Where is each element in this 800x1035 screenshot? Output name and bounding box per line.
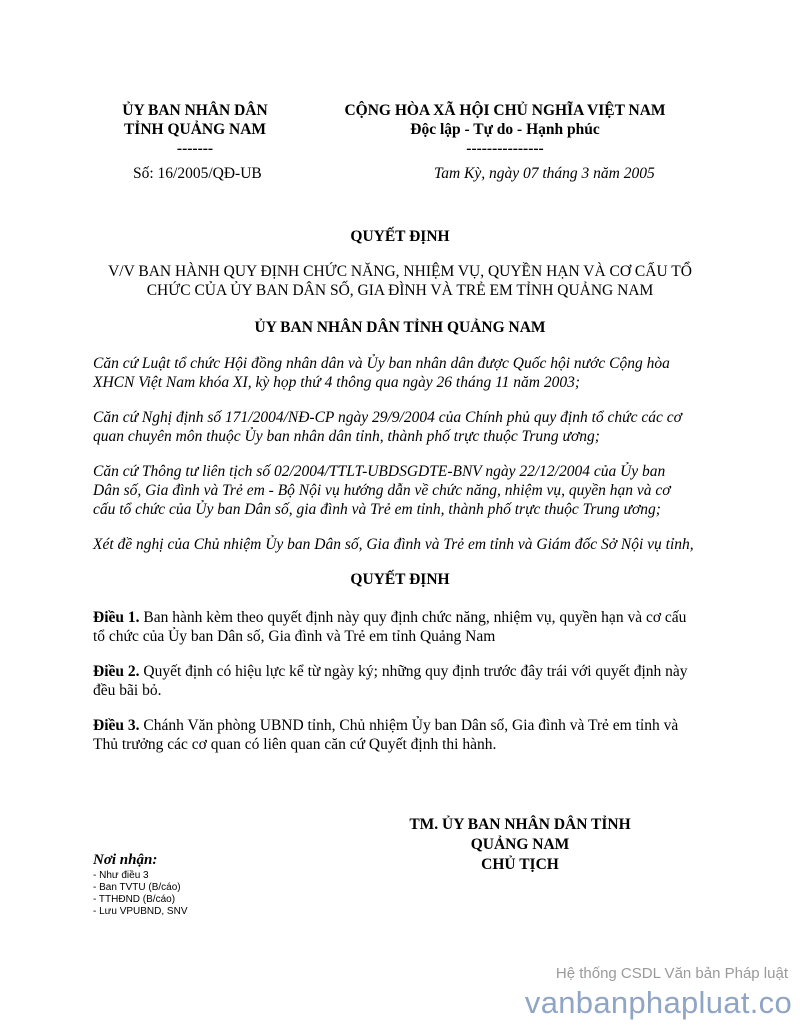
recipients-title: Nơi nhận: [93, 852, 158, 868]
article-label: Điều 3. [93, 717, 140, 734]
preamble-line: Căn cứ Nghị định số 171/2004/NĐ-CP ngày 29/9/2004 của Chính phủ quy định tổ chức các cơ [93, 409, 682, 426]
article-label: Điều 1. [93, 609, 140, 626]
signature-line-2: QUẢNG NAM [470, 836, 570, 853]
agency-divider: ------- [176, 140, 214, 157]
article-3 [93, 716, 723, 754]
article-text: Chánh Văn phòng UBND tỉnh, Chủ nhiệm Ủy ban Dân số, Gia đình và Trẻ em tỉnh và [139, 717, 679, 734]
subject-line-2: CHỨC CỦA ỦY BAN DÂN SỐ, GIA ĐÌNH VÀ TRẺ EM TỈNH QUẢNG NAM [146, 282, 654, 299]
signature-line-1: TM. ỦY BAN NHÂN DÂN TỈNH [409, 816, 631, 833]
preamble-line: Xét đề nghị của Chủ nhiệm Ủy ban Dân số, Gia đình và Trẻ em tỉnh và Giám đốc Sở Nội vụ tỉnh, [93, 536, 694, 553]
watermark-caption: Hệ thống CSDL Văn bản Pháp luật [555, 965, 788, 982]
article-2 [93, 662, 723, 700]
document-number: Số: 16/2005/QĐ-UB [133, 165, 262, 182]
national-motto-block [300, 101, 710, 158]
article-text: Ban hành kèm theo quyết định này quy định chức năng, nhiệm vụ, quyền hạn và cơ cấu [139, 609, 687, 626]
preamble-line: Dân số, Gia đình và Trẻ em - Bộ Nội vụ hướng dẫn về chức năng, nhiệm vụ, quyền hạn và cơ [93, 482, 671, 499]
article-line [93, 716, 723, 735]
article-1 [93, 608, 723, 646]
decision-heading: QUYẾT ĐỊNH [350, 571, 450, 588]
recipient-item: - Ban TVTU (B/cáo) [93, 882, 181, 893]
preamble-paragraph [93, 354, 723, 392]
signature-block [380, 815, 660, 875]
motto: Độc lập - Tự do - Hạnh phúc [410, 121, 600, 138]
document-title: QUYẾT ĐỊNH [350, 228, 450, 245]
watermark-site: vanbanphapluat.co [524, 985, 792, 1020]
preamble-line: Căn cứ Thông tư liên tịch số 02/2004/TTLT-UBDSGDTE-BNV ngày 22/12/2004 của Ủy ban [93, 463, 666, 480]
country-name: CỘNG HÒA XÃ HỘI CHỦ NGHĨA VIỆT NAM [344, 102, 666, 119]
preamble-paragraph [93, 408, 723, 446]
recipient-item: - Lưu VPUBND, SNV [93, 906, 188, 917]
agency-name-line2: TỈNH QUẢNG NAM [123, 121, 267, 138]
preamble-line: cấu tổ chức của Ủy ban Dân số, gia đình và Trẻ em tỉnh, thành phố trực thuộc Trung ương; [93, 501, 661, 518]
preamble-paragraph [93, 535, 723, 554]
recipient-item: - Như điều 3 [93, 870, 149, 881]
preamble-line: Căn cứ Luật tổ chức Hội đồng nhân dân và Ủy ban nhân dân được Quốc hội nước Cộng hòa [93, 355, 670, 372]
document-subject [80, 262, 720, 300]
recipients-list [93, 870, 188, 918]
preamble-line: quan chuyên môn thuộc Ủy ban nhân dân tỉnh, thành phố trực thuộc Trung ương; [93, 428, 600, 445]
preamble-paragraph [93, 462, 723, 519]
signature-line-3: CHỦ TỊCH [481, 856, 559, 873]
article-line: đều bãi bỏ. [93, 682, 162, 699]
article-line: tổ chức của Ủy ban Dân số, Gia đình và Trẻ em tỉnh Quảng Nam [93, 628, 496, 645]
agency-name-line1: ỦY BAN NHÂN DÂN [122, 102, 268, 119]
article-line [93, 608, 723, 627]
recipient-item: - TTHĐND (B/cáo) [93, 894, 176, 905]
article-line: Thủ trưởng các cơ quan có liên quan căn cứ Quyết định thi hành. [93, 736, 497, 753]
article-line [93, 662, 723, 681]
preamble-line: XHCN Việt Nam khóa XI, kỳ họp thứ 4 thông qua ngày 26 tháng 11 năm 2003; [93, 374, 581, 391]
article-text: Quyết định có hiệu lực kể từ ngày ký; những quy định trước đây trái với quyết định này [139, 663, 688, 680]
subject-line-1: V/V BAN HÀNH QUY ĐỊNH CHỨC NĂNG, NHIỆM VỤ, QUYỀN HẠN VÀ CƠ CẤU TỔ [108, 263, 692, 280]
issuing-agency-block [100, 101, 290, 158]
issuer-heading: ỦY BAN NHÂN DÂN TỈNH QUẢNG NAM [254, 319, 546, 336]
article-label: Điều 2. [93, 663, 140, 680]
place-and-date: Tam Kỳ, ngày 07 tháng 3 năm 2005 [434, 165, 655, 182]
motto-divider: --------------- [466, 140, 544, 157]
